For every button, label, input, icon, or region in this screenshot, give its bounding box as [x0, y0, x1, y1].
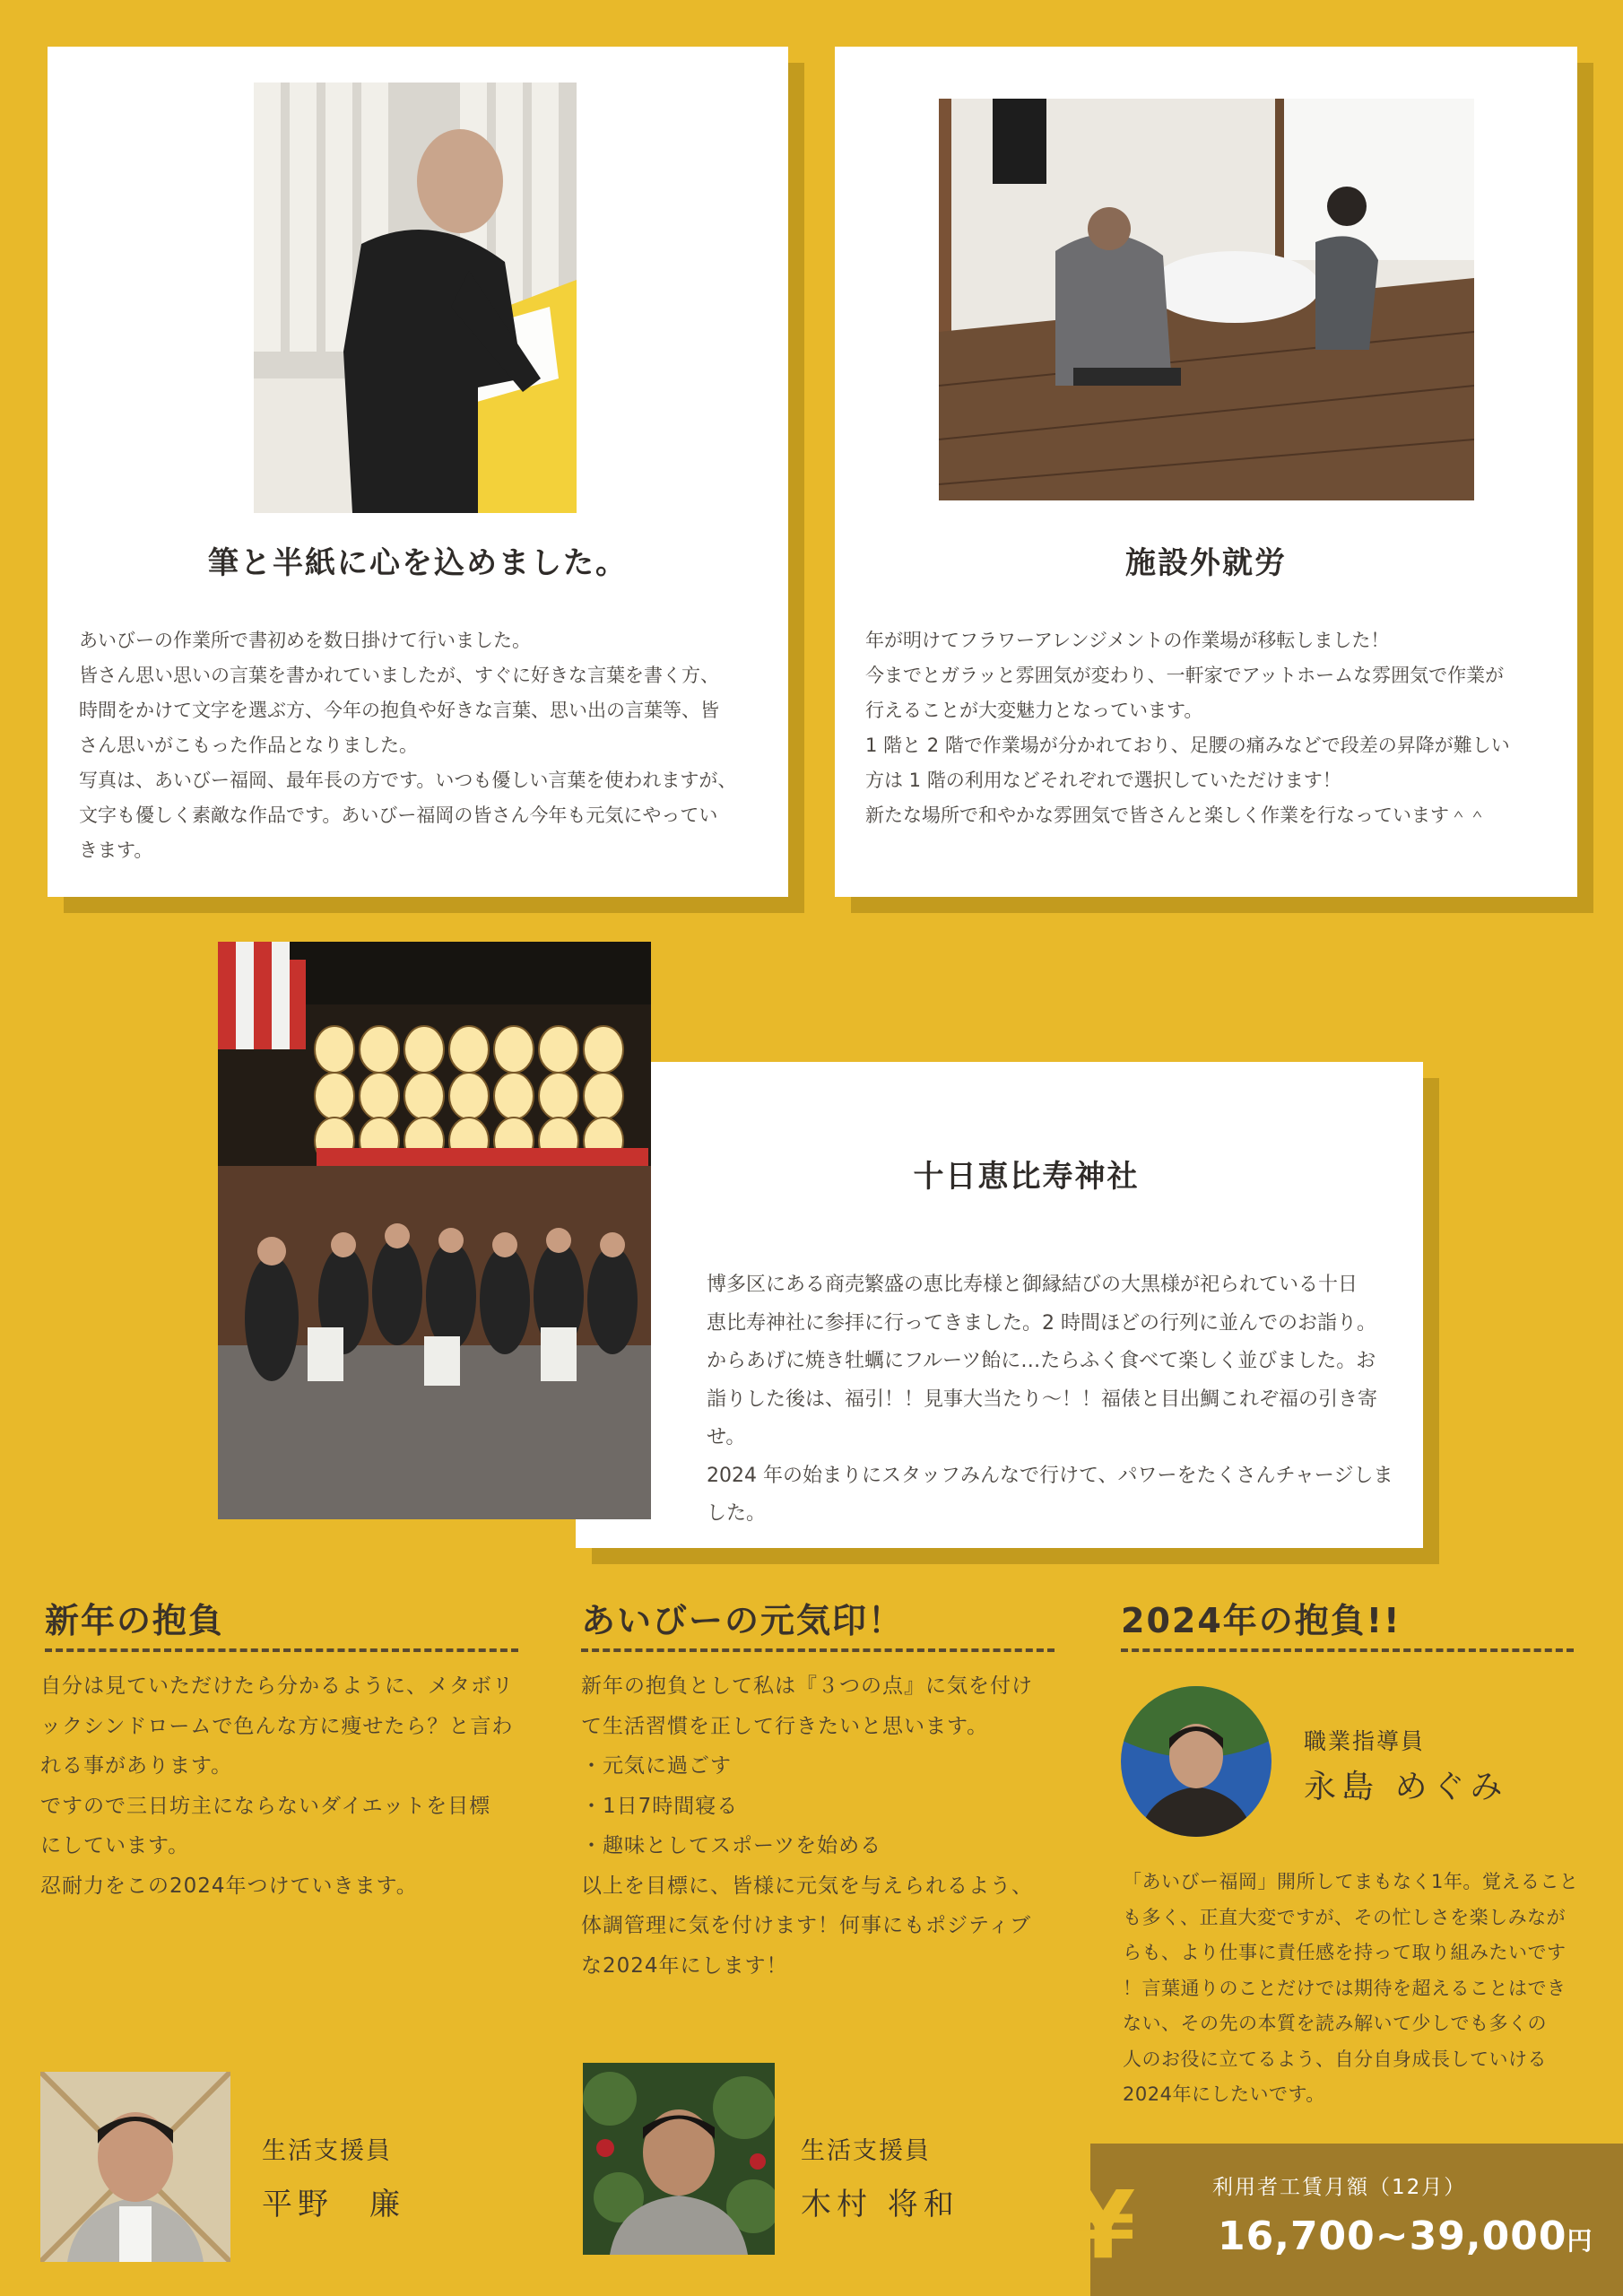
staff-role: 職業指導員: [1304, 1728, 1426, 1754]
wage-panel: [1071, 2144, 1623, 2296]
photo-calligraphy: [254, 83, 577, 513]
wage-label: 利用者工賃月額（12月）: [1212, 2176, 1467, 2199]
card-title: 筆と半紙に心を込めました。: [208, 545, 628, 581]
yen-icon: ¥: [1071, 2170, 1136, 2280]
section-divider: [45, 1648, 518, 1652]
section-body: 新年の抱負として私は『３つの点』に気を付け て生活習慣を正して行きたいと思います。 ・元気に過ごす ・1日7時間寝る ・趣味としてスポーツを始める 以上を目標に、皆様に元気を与えられるよう、 体調管理に気を付けます！何事にもポジティブ な2024年にします！: [581, 1674, 1033, 1978]
avatar-kimura: [583, 2063, 775, 2255]
section-body: 「あいびー福岡」開所してまもなく1年。覚えること も多く、正直大変ですが、その忙しさを楽しみなが らも、より仕事に責任感を持って取り組みたいです ！言葉通りのことだけでは期待を超えることはでき ない、その先の本質を読み解いて少しでも多くの 人のお役に立てるよう、自分自身成長していける 2024年にしたいです。: [1123, 1871, 1579, 2105]
photo-workspace: [939, 99, 1474, 500]
wage-amount: 16,700~39,000: [1218, 2213, 1567, 2259]
wage-value: [1218, 2213, 1593, 2259]
staff-role: 生活支援員: [262, 2137, 392, 2165]
card-title: 施設外就労: [1125, 545, 1287, 581]
staff-name: 永島 めぐみ: [1304, 1769, 1508, 1805]
card-ebisu: [576, 1062, 1423, 1548]
card-body: 年が明けてフラワーアレンジメントの作業場が移転しました！ 今までとガラッと雰囲気が変わり、一軒家でアットホームな雰囲気で作業が 行えることが大変魅力となっています。 1 階と 2 階で作業場が分かれており、足腰の痛みなどで段差の昇降が難しい 方は 1 階の利用などそれぞれで選択していただけます！ 新たな場所で和やかな雰囲気で皆さんと楽しく作業を行なっています＾＾: [865, 630, 1510, 826]
card-body: 博多区にある商売繁盛の恵比寿様と御縁結びの大黒様が祀られている十日 恵比寿神社に参拝に行ってきました。2 時間ほどの行列に並んでのお詣り。 からあげに焼き牡蠣にフルーツ飴に…たらふく食べて楽しく並びました。お 詣りした後は、福引！！見事大当たり〜！！福俵と目出鯛これぞ福の引き寄せ。 2024 年の始まりにスタッフみんなで行けて、パワーをたくさんチャージしま した。: [707, 1274, 1393, 1525]
wage-unit: 円: [1567, 2226, 1593, 2256]
avatar-nagashima: [1121, 1686, 1271, 1837]
section-title: 新年の抱負: [45, 1601, 225, 1640]
section-divider: [581, 1648, 1055, 1652]
card-shodo: [48, 47, 788, 897]
avatar-hirano: [40, 2072, 230, 2262]
card-body: あいびーの作業所で書初めを数日掛けて行いました。 皆さん思い思いの言葉を書かれていましたが、すぐに好きな言葉を書く方、 時間をかけて文字を選ぶ方、今年の抱負や好きな言葉、思い出の言葉等、皆 さん思いがこもった作品となりました。 写真は、あいびー福岡、最年長の方です。いつも優しい言葉を使われますが、 文字も優しく素敵な作品です。あいびー福岡の皆さん今年も元気にやってい きます。: [79, 630, 737, 861]
staff-name: 木村 将和: [801, 2187, 959, 2222]
section-body: 自分は見ていただけたら分かるように、メタボリ ックシンドロームで色んな方に痩せたら？と言わ れる事があります。 ですので三日坊主にならないダイエットを目標 にしています。 忍耐力をこの2024年つけていきます。: [40, 1674, 514, 1898]
section-title: 2024年の抱負!!: [1121, 1601, 1402, 1640]
photo-shrine-group: [218, 942, 651, 1519]
staff-name: 平野 廉: [262, 2187, 405, 2222]
card-shisetsu: [835, 47, 1577, 897]
section-divider: [1121, 1648, 1574, 1652]
card-title: 十日恵比寿神社: [913, 1159, 1140, 1195]
section-title: あいびーの元気印！: [581, 1601, 905, 1640]
staff-role: 生活支援員: [801, 2137, 931, 2165]
